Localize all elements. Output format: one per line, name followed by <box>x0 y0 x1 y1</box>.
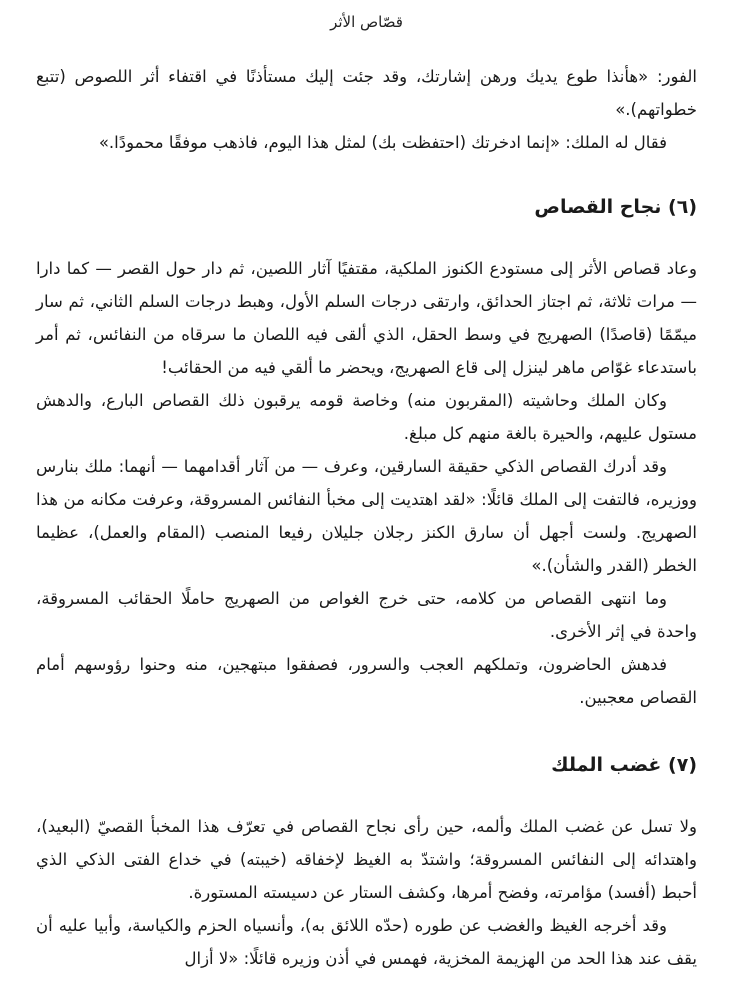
body-paragraph: وكان الملك وحاشيته (المقربون منه) وخاصة قومه يرقبون ذلك القصاص البارع، والدهش مستول عليهم، والحيرة بالغة منهم كل مبلغ. <box>36 391 697 443</box>
body-paragraph: وقد أدرك القصاص الذكي حقيقة السارقين، وعرف — من آثار أقدامهما — أنهما: ملك بنارس ووزيره، فالتفت إلى الملك قائلًا: «لقد اهتديت إلى مخبأ النفائس المسروقة، وعرفت مكانه من هذا الصهريج. ولست أجهل أن سارق الكنز رجلان جليلان رفيعا المنصب (المقام والعمل)، عظيما الخطر (القدر والشأن).» <box>36 457 697 575</box>
body-paragraph: وما انتهى القصاص من كلامه، حتى خرج الغواص من الصهريج حاملًا الحقائب المسروقة، واحدة في إثر الأخرى. <box>36 589 697 641</box>
section-heading: (٧) غضب الملك <box>551 754 697 776</box>
section-heading: (٦) نجاح القصاص <box>534 196 697 218</box>
body-paragraph: فدهش الحاضرون، وتملكهم العجب والسرور، فصفقوا مبتهجين، منه وحنوا رؤوسهم أمام القصاص معجبين. <box>36 655 697 707</box>
running-head: قصّاص الأثر <box>330 13 403 31</box>
body-paragraph: وقد أخرجه الغيظ والغضب عن طوره (حدّه اللائق به)، وأنسياه الحزم والكياسة، وأبيا عليه أن يقف عند هذا الحد من الهزيمة المخزية، فهمس في أذن وزيره قائلًا: «لا أزال <box>36 916 697 968</box>
intro-paragraph: فقال له الملك: «إنما ادخرتك (احتفظت بك) لمثل هذا اليوم، فاذهب موفقًا محمودًا.» <box>98 133 667 152</box>
intro-paragraph: الفور: «هأنذا طوع يديك ورهن إشارتك، وقد جئت إليك مستأذنًا في اقتفاء أثر اللصوص (تتبع خطواتهم).» <box>36 67 697 119</box>
body-paragraph: ولا تسل عن غضب الملك وألمه، حين رأى نجاح القصاص في تعرّف هذا المخبأ القصيّ (البعيد)، واهتدائه إلى النفائس المسروقة؛ واشتدّ به الغيظ لإخفاقه (خيبته) في خداع الفتى الذكي الذي أحبط (أفسد) مؤامرته، وفضح أمرها، وكشف الستار عن دسيسته المستورة. <box>36 817 697 902</box>
body-paragraph: وعاد قصاص الأثر إلى مستودع الكنوز الملكية، مقتفيًا آثار اللصين، ثم دار حول القصر — كما دارا — مرات ثلاثة، ثم اجتاز الحدائق، وارتقى درجات السلم الأول، وهبط درجات السلم الثاني، ثم سار ميمّمًا (قاصدًا) الصهريج في وسط الحقل، الذي ألقى فيه اللصان ما سرقاه من النفائس، ثم أمر باستدعاء غوّاص ماهر لينزل إلى قاع الصهريج، ويحضر ما ألقي فيه من الحقائب! <box>36 259 697 377</box>
